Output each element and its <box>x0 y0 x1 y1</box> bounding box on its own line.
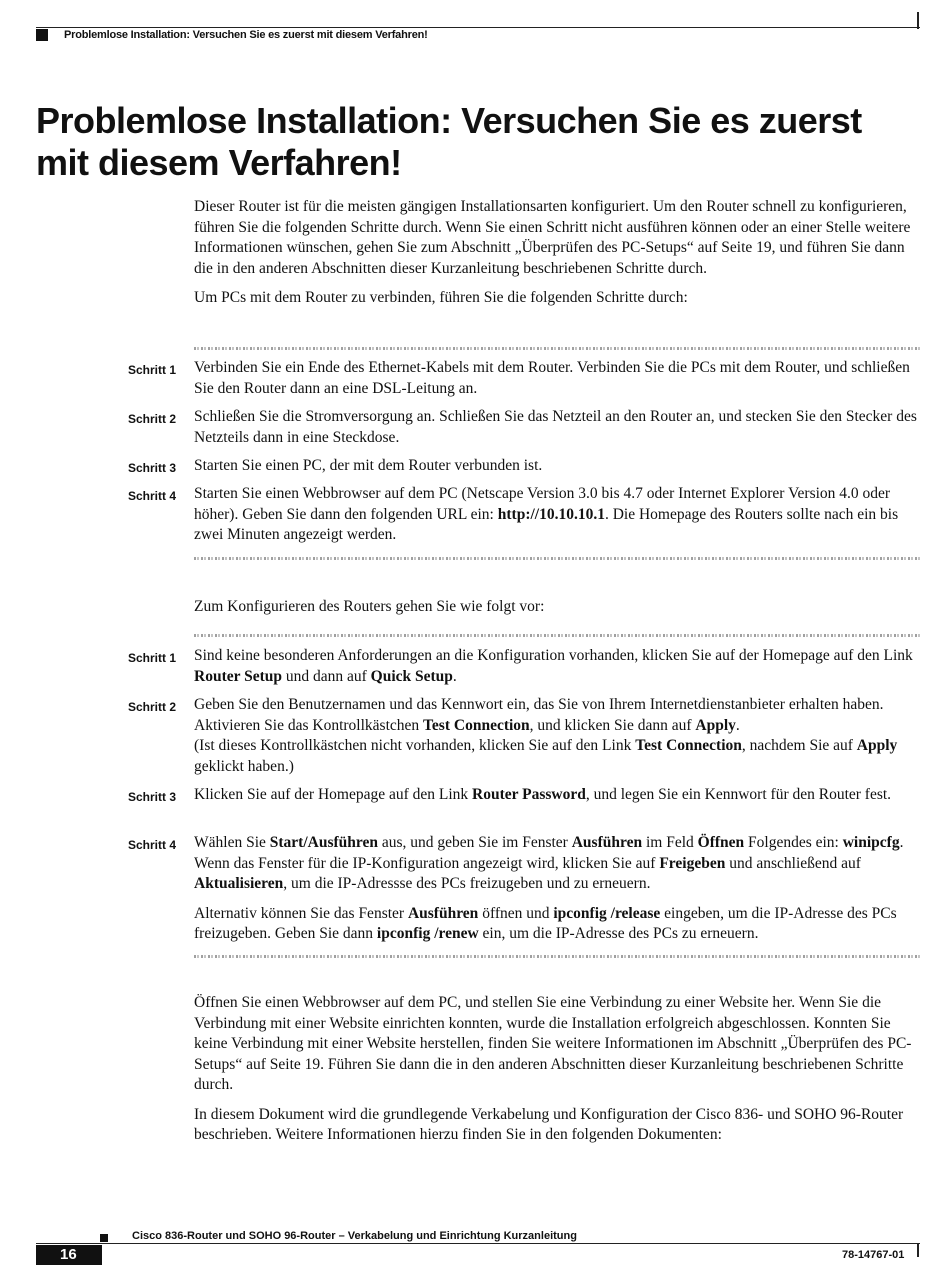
intro-paragraph: Dieser Router ist für die meisten gängigen Installationsarten konfiguriert. Um den Router schnell zu konfigurieren, führen Sie die folgenden Schritte durch. Wenn Sie einen Schritt nicht ausführen können oder an einer Stelle weitere Informationen wünschen, gehen Sie zum Abschnitt „Überprüfen des PC-Setups“ auf Seite 19, und führen Sie dann die in den anderen Abschnitten dieser Kurzanleitung beschriebenen Schritte durch. <box>194 198 911 277</box>
running-header: Problemlose Installation: Versuchen Sie es zuerst mit diesem Verfahren! <box>64 29 428 41</box>
step-text: Sind keine besonderen Anforderungen an die Konfiguration vorhanden, klicken Sie auf der Homepage auf den Link Router Setup und dann auf Quick Setup. <box>194 647 913 685</box>
step-connect-2 <box>128 407 918 448</box>
page-number: 16 <box>60 1246 77 1263</box>
step-label: Schritt 1 <box>128 363 177 377</box>
step-connect-3 <box>128 456 918 477</box>
footer-marker <box>100 1234 108 1242</box>
step-connect-1 <box>128 358 918 399</box>
step-label: Schritt 2 <box>128 700 177 714</box>
step-text: Klicken Sie auf der Homepage auf den Link Router Password, und legen Sie ein Kennwort für den Router fest. <box>194 786 892 803</box>
section-separator <box>194 347 920 350</box>
footer-rule-tick <box>917 1243 919 1257</box>
step-label: Schritt 4 <box>128 489 177 503</box>
closing-section <box>194 993 918 1155</box>
footer-rule <box>36 1243 920 1244</box>
header-rule <box>36 27 920 28</box>
page-number-box <box>36 1245 102 1265</box>
step-connect-4 <box>128 484 918 546</box>
step-label: Schritt 2 <box>128 412 177 426</box>
step-label: Schritt 1 <box>128 651 177 665</box>
step-text: Starten Sie einen PC, der mit dem Router verbunden ist. <box>194 457 543 474</box>
router-url: http://10.10.10.1 <box>497 505 605 523</box>
step-label: Schritt 3 <box>128 461 177 475</box>
step-label: Schritt 4 <box>128 838 177 852</box>
step-config-3 <box>128 785 918 806</box>
step-text: Schließen Sie die Stromversorgung an. Schließen Sie das Netzteil an den Router an, und stecken Sie den Stecker des Netzteils dann in eine Steckdose. <box>194 408 917 446</box>
section-separator <box>194 955 920 958</box>
step-text: Geben Sie den Benutzernamen und das Kennwort ein, das Sie von Ihrem Internetdienstanbieter erhalten haben. Aktivieren Sie das Kontrollkästchen Test Connection, und klicken Sie dann auf Apply. (Ist dieses Kontrollkästchen nicht vorhanden, klicken Sie auf den Link Test Connection, nachdem Sie auf Apply geklickt haben.) <box>194 696 898 775</box>
step-text: Starten Sie einen Webbrowser auf dem PC (Netscape Version 3.0 bis 4.7 oder Internet Explorer Version 4.0 oder höher). Geben Sie dann den folgenden URL ein: http://10.10.10.1. Die Homepage des Routers sollte nach ein bis zwei Minuten angezeigt werden. <box>194 485 899 543</box>
step-config-2 <box>128 695 918 777</box>
intro-lead-in: Um PCs mit dem Router zu verbinden, führen Sie die folgenden Schritte durch: <box>194 289 688 306</box>
step-config-4 <box>128 833 918 954</box>
closing-paragraph: Öffnen Sie einen Webbrowser auf dem PC, und stellen Sie eine Verbindung zu einer Website her. Wenn Sie die Verbindung mit einer Website einrichten konnten, wurde die Installation erfolgreich abgeschlossen. Konnten Sie keine Verbindung mit einer Website herstellen, finden Sie weitere Informationen im Abschnitt „Überprüfen des PC-Setups“ auf Seite 19. Führen Sie dann die in den anderen Abschnitten dieser Kurzanleitung beschriebenen Schritte durch. <box>194 994 912 1093</box>
step-text: Verbinden Sie ein Ende des Ethernet-Kabels mit dem Router. Verbinden Sie die PCs mit dem Router, und schließen Sie den Router dann an eine DSL-Leitung an. <box>194 359 910 397</box>
step-label: Schritt 3 <box>128 790 177 804</box>
document-number: 78-14767-01 <box>842 1249 905 1261</box>
config-intro: Zum Konfigurieren des Routers gehen Sie wie folgt vor: <box>194 598 545 615</box>
intro-section <box>194 197 918 318</box>
section-separator <box>194 634 920 637</box>
closing-paragraph: In diesem Dokument wird die grundlegende Verkabelung und Konfiguration der Cisco 836- und SOHO 96-Router beschrieben. Weitere Informationen hierzu finden Sie in den folgenden Dokumenten: <box>194 1105 904 1143</box>
step-text: Wählen Sie Start/Ausführen aus, und geben Sie im Fenster Ausführen im Feld Öffnen Folgendes ein: winipcfg. Wenn das Fenster für die IP-Konfiguration angezeigt wird, klicken Sie auf Freigeben und anschließend auf Aktualisieren, um die IP-Adressse des PCs freizugeben und zu erneuern. Alternativ können Sie das Fenster Ausführen öffnen und ipconfig /release eingeben, um die IP-Adresse des PCs freizugeben. Geben Sie dann ipconfig /renew ein, um die IP-Adresse des PCs zu erneuern. <box>194 834 904 942</box>
page-title: Problemlose Installation: Versuchen Sie es zuerst mit diesem Verfahren! <box>36 100 862 183</box>
section-separator <box>194 557 920 560</box>
step-config-1 <box>128 646 918 687</box>
footer-title: Cisco 836-Router und SOHO 96-Router – Verkabelung und Einrichtung Kurzanleitung <box>132 1230 577 1242</box>
header-marker <box>36 29 48 41</box>
